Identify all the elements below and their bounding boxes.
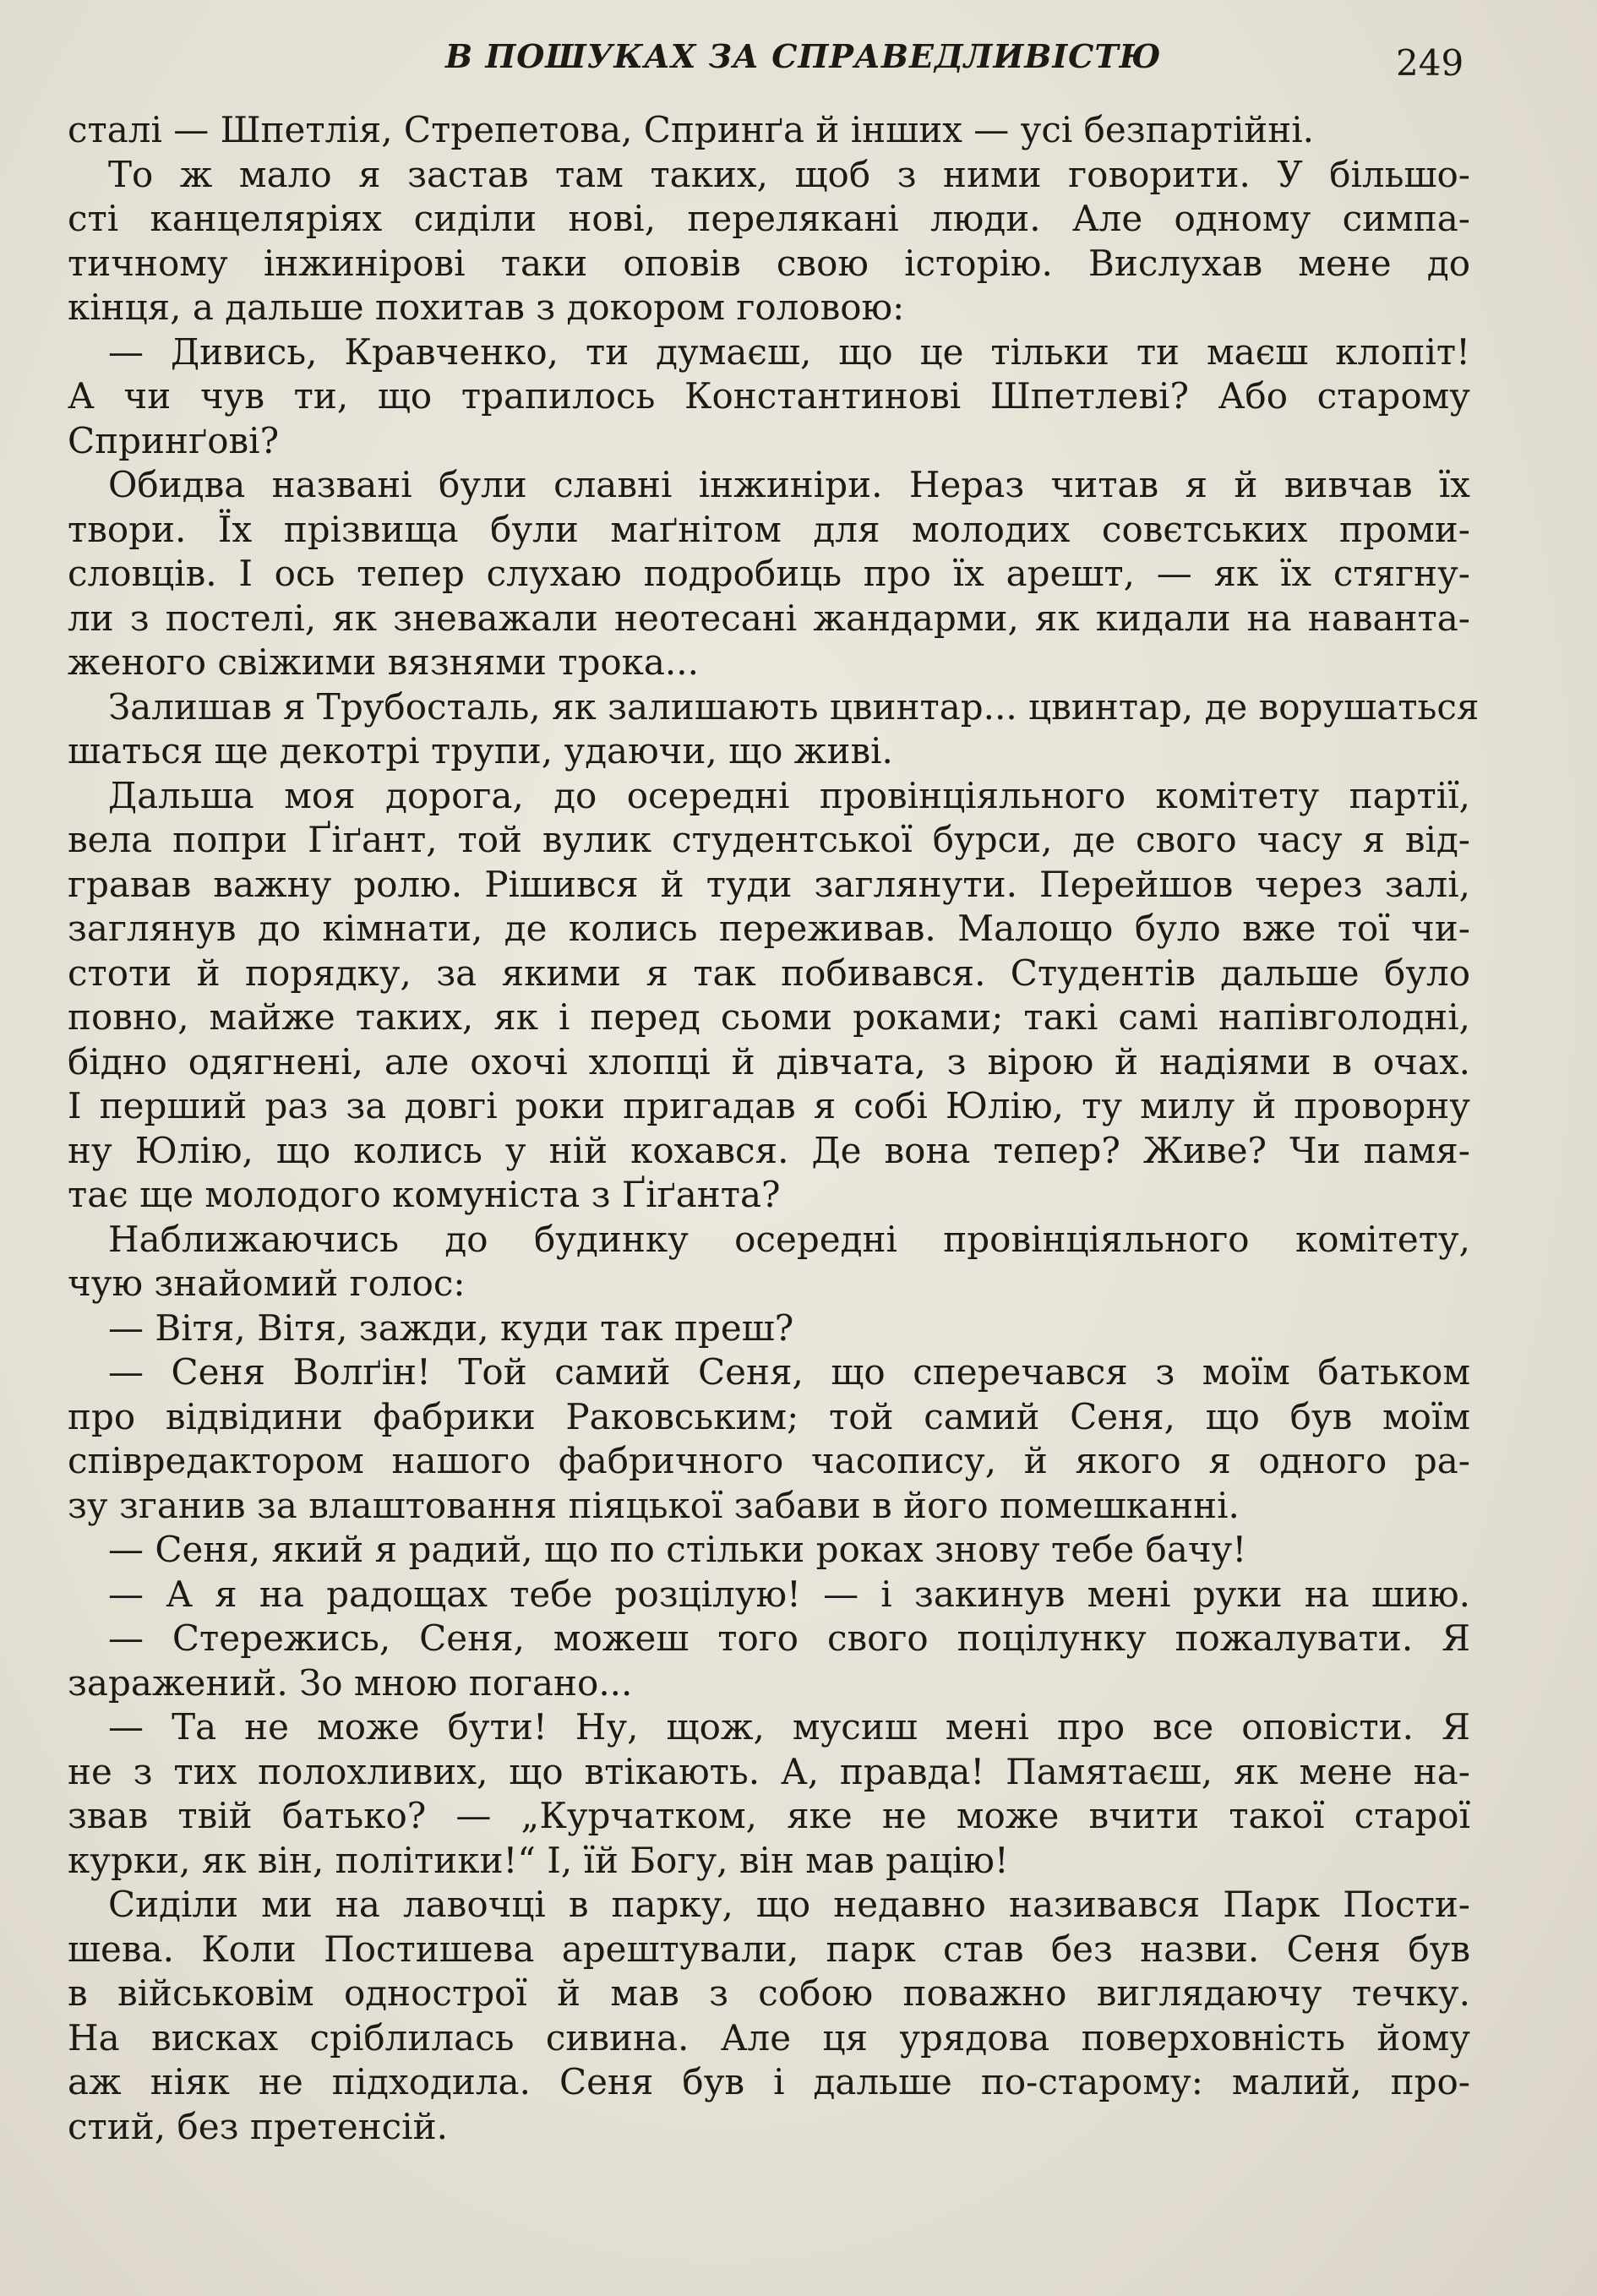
text-line: — Та не може бути! Ну, щож, мусиш мені про все оповісти. Я: [108, 1706, 1470, 1748]
text-line: аж ніяк не підходила. Сеня був і дальше по-старому: малий, про-: [68, 2061, 1470, 2102]
text-line: ну Юлію, що колись у ній кохався. Де вона тепер? Живе? Чи памя-: [68, 1129, 1470, 1171]
text-line: про відвідини фабрики Раковським; той самий Сеня, що був моїм: [68, 1395, 1470, 1437]
text-line: курки, як він, політики!“ І, їй Богу, він мав рацію!: [68, 1839, 1009, 1881]
text-line: стоти й порядку, за якими я так побивався. Студентів дальше було: [68, 952, 1470, 994]
text-line: твори. Їх прізвища були маґнітом для молодих совєтських проми-: [68, 508, 1470, 550]
text-line: — Стережись, Сеня, можеш того свого поцілунку пожалувати. Я: [108, 1617, 1470, 1659]
text-line: сталі — Шпетлія, Стрепетова, Спринґа й інших — усі безпартійні.: [68, 109, 1315, 150]
text-line: звав твій батько? — „Курчатком, яке не може вчити такої старої: [68, 1795, 1470, 1836]
text-line: співредактором нашого фабричного часопису, й якого я одного ра-: [68, 1440, 1470, 1481]
text-line: тичному інжинірові таки оповів свою історію. Вислухав мене до: [68, 242, 1470, 284]
text-line: женого свіжими вязнями трока...: [68, 641, 699, 683]
body-text: [68, 108, 1480, 2149]
text-line: словців. І ось тепер слухаю подробиць про їх арешт, — як їх стягну-: [68, 553, 1470, 594]
text-line: в військовім однострої й мав з собою поважно виглядаючу течку.: [68, 1972, 1470, 2014]
text-line: шева. Коли Постишева арештували, парк став без назви. Сеня був: [68, 1928, 1470, 1970]
text-line: повно, майже таких, як і перед сьоми роками; такі самі напівголодні,: [68, 996, 1470, 1038]
text-line: кінця, а дальше похитав з докором головою:: [68, 286, 905, 328]
text-line: тає ще молодого комуніста з Ґіґанта?: [68, 1174, 781, 1215]
text-line: Залишав я Трубосталь, як залишають цвинтар... цвинтар, де ворушаться: [108, 685, 1480, 728]
text-line: То ж мало я застав там таких, щоб з ними говорити. У більшо-: [108, 153, 1470, 195]
text-line: Спринґові?: [68, 419, 280, 461]
text-line: Сиділи ми на лавочці в парку, що недавно називався Парк Пости-: [108, 1884, 1470, 1925]
text-line: вела попри Ґіґант, той вулик студентської бурси, де свого часу я від-: [68, 819, 1470, 860]
text-line: чую знайомий голос:: [68, 1263, 466, 1304]
text-line: стий, без претенсій.: [68, 2105, 448, 2147]
text-line: — Дивись, Кравченко, ти думаєш, що це тільки ти маєш клопіт!: [108, 330, 1470, 373]
text-line: — А я на радощах тебе розцілую! — і закинув мені руки на шию.: [108, 1573, 1470, 1615]
text-line: шаться ще декотрі трупи, удаючи, що живі.: [68, 730, 893, 772]
text-line: Наближаючись до будинку осередні провінціяльного комітету,: [108, 1218, 1470, 1260]
text-line: заражений. Зо мною погано...: [68, 1661, 633, 1704]
text-line: — Сеня, який я радий, що по стільки роках знову тебе бачу!: [108, 1529, 1247, 1570]
text-line: сті канцеляріях сиділи нові, перелякані люди. Але одному симпа-: [68, 198, 1470, 239]
text-line: На висках сріблилась сивина. Але ця урядова поверховність йому: [68, 2016, 1470, 2059]
text-line: Дальша моя дорога, до осередні провінціяльного комітету партії,: [108, 774, 1470, 816]
text-line: бідно одягнені, але охочі хлопці й дівчата, з вірою й надіями в очах.: [68, 1040, 1470, 1083]
text-line: зу зганив за влаштовання піяцької забави в його помешканні.: [68, 1484, 1240, 1526]
running-title: В ПОШУКАХ ЗА СПРАВЕДЛИВІСТЮ: [445, 37, 1162, 75]
text-line: — Сеня Волґін! Той самий Сеня, що сперечався з моїм батьком: [108, 1351, 1470, 1393]
text-line: заглянув до кімнати, де колись переживав. Малощо було вже тої чи-: [68, 908, 1470, 949]
text-line: — Вітя, Вітя, зажди, куди так преш?: [108, 1306, 794, 1349]
text-line: А чи чув ти, що трапилось Константинові Шпетлеві? Або старому: [68, 375, 1470, 417]
text-line: І перший раз за довгі роки пригадав я собі Юлію, ту милу й проворну: [68, 1085, 1470, 1126]
page-number: 249: [1396, 42, 1464, 84]
text-line: гравав важну ролю. Рішився й туди заглянути. Перейшов через залі,: [68, 863, 1470, 905]
text-line: не з тих полохливих, що втікають. А, правда! Памятаєш, як мене на-: [68, 1750, 1470, 1792]
text-line: Обидва названі були славні інжиніри. Нераз читав я й вивчав їх: [108, 464, 1470, 505]
text-line: ли з постелі, як зневажали неотесані жандарми, як кидали на наванта-: [68, 597, 1470, 639]
